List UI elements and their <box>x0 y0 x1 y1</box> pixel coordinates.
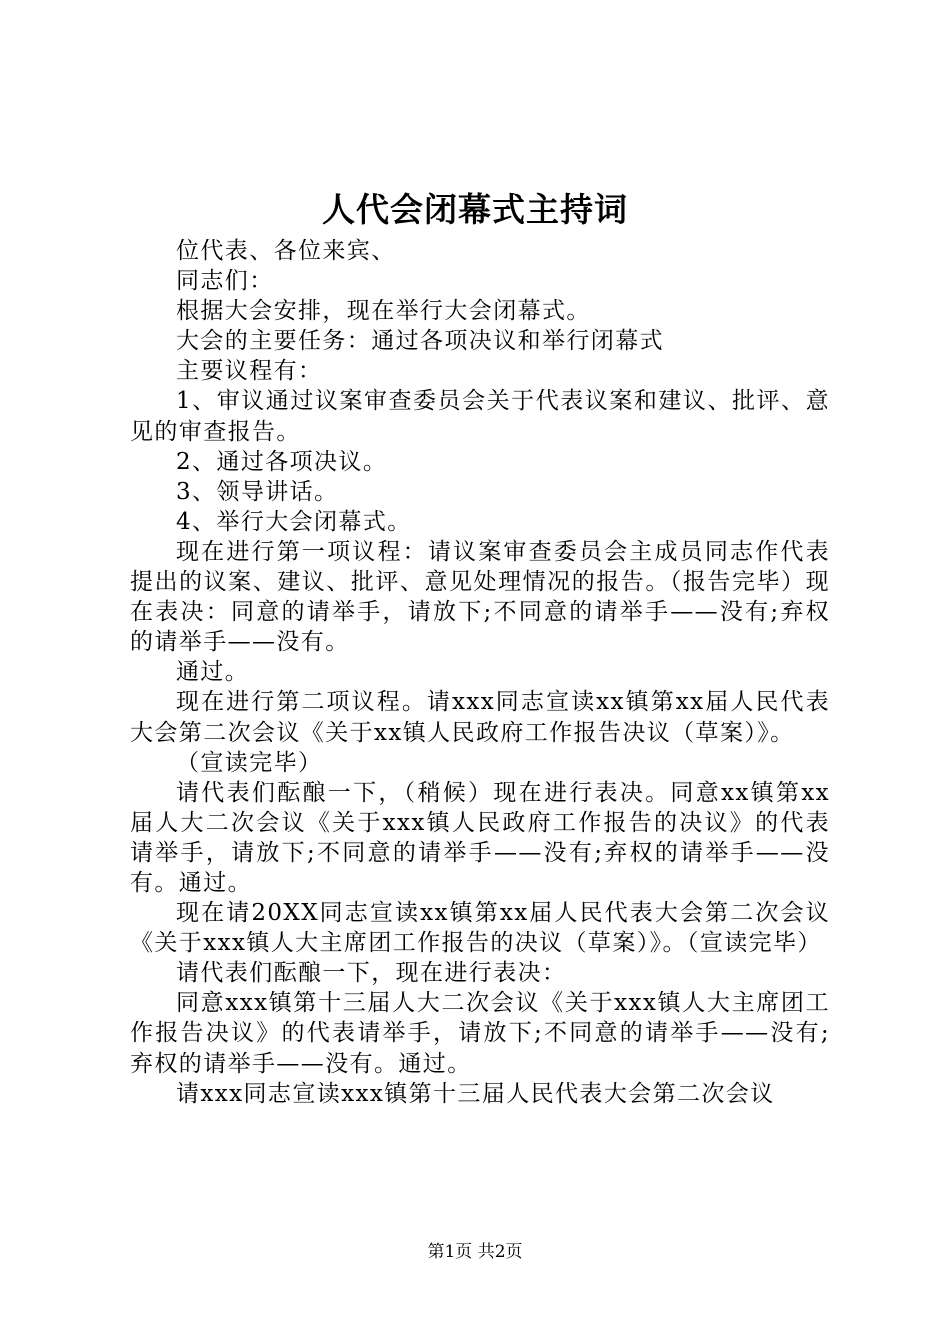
paragraph: 根据大会安排，现在举行大会闭幕式。 <box>176 298 591 325</box>
page-footer: 第1页 共2页 <box>427 1242 523 1262</box>
paragraph: 现在进行第一项议程：请议案审查委员会主成员同志作代表提出的议案、建议、批评、意见处理情况的报告。（报告完毕）现在表决：同意的请举手，请放下;不同意的请举手——没有;弃权的请举手——没有。 <box>130 538 830 656</box>
paragraph: 通过。 <box>176 659 250 686</box>
paragraph: 主要议程有： <box>176 358 323 385</box>
paragraph: 现在请20XX同志宣读xx镇第xx届人民代表大会第二次会议《关于xxx镇人大主席团工作报告的决议（草案）》。（宣读完毕） <box>130 900 830 957</box>
paragraph: 同志们： <box>176 268 274 295</box>
document-title: 人代会闭幕式主持词 <box>322 190 628 229</box>
paragraph: 请xxx同志宣读xxx镇第十三届人民代表大会第二次会议 <box>176 1080 775 1107</box>
paragraph: 3、领导讲话。 <box>176 478 339 505</box>
paragraph: 请代表们酝酿一下，现在进行表决： <box>176 960 567 987</box>
paragraph: 位代表、各位来宾、 <box>176 238 396 264</box>
paragraph: 1、审议通过议案审查委员会关于代表议案和建议、批评、意见的审查报告。 <box>130 388 830 445</box>
paragraph: 请代表们酝酿一下，（稍候）现在进行表决。同意xx镇第xx届人大二次会议《关于xxx镇人民政府工作报告的决议》的代表请举手，请放下;不同意的请举手——没有;弃权的请举手——没有。通过。 <box>130 779 830 896</box>
paragraph: 大会的主要任务：通过各项决议和举行闭幕式 <box>176 328 664 355</box>
paragraph: 现在进行第二项议程。请xxx同志宣读xx镇第xx届人民代表大会第二次会议《关于xx镇人民政府工作报告决议（草案）》。 <box>130 689 830 746</box>
document-body <box>130 236 830 1109</box>
paragraph: 4、举行大会闭幕式。 <box>176 508 412 535</box>
paragraph: 同意xxx镇第十三届人大二次会议《关于xxx镇人大主席团工作报告决议》的代表请举手，请放下;不同意的请举手——没有;弃权的请举手——没有。通过。 <box>130 990 830 1077</box>
paragraph: 2、通过各项决议。 <box>176 448 388 475</box>
paragraph: （宣读完毕） <box>176 749 323 776</box>
